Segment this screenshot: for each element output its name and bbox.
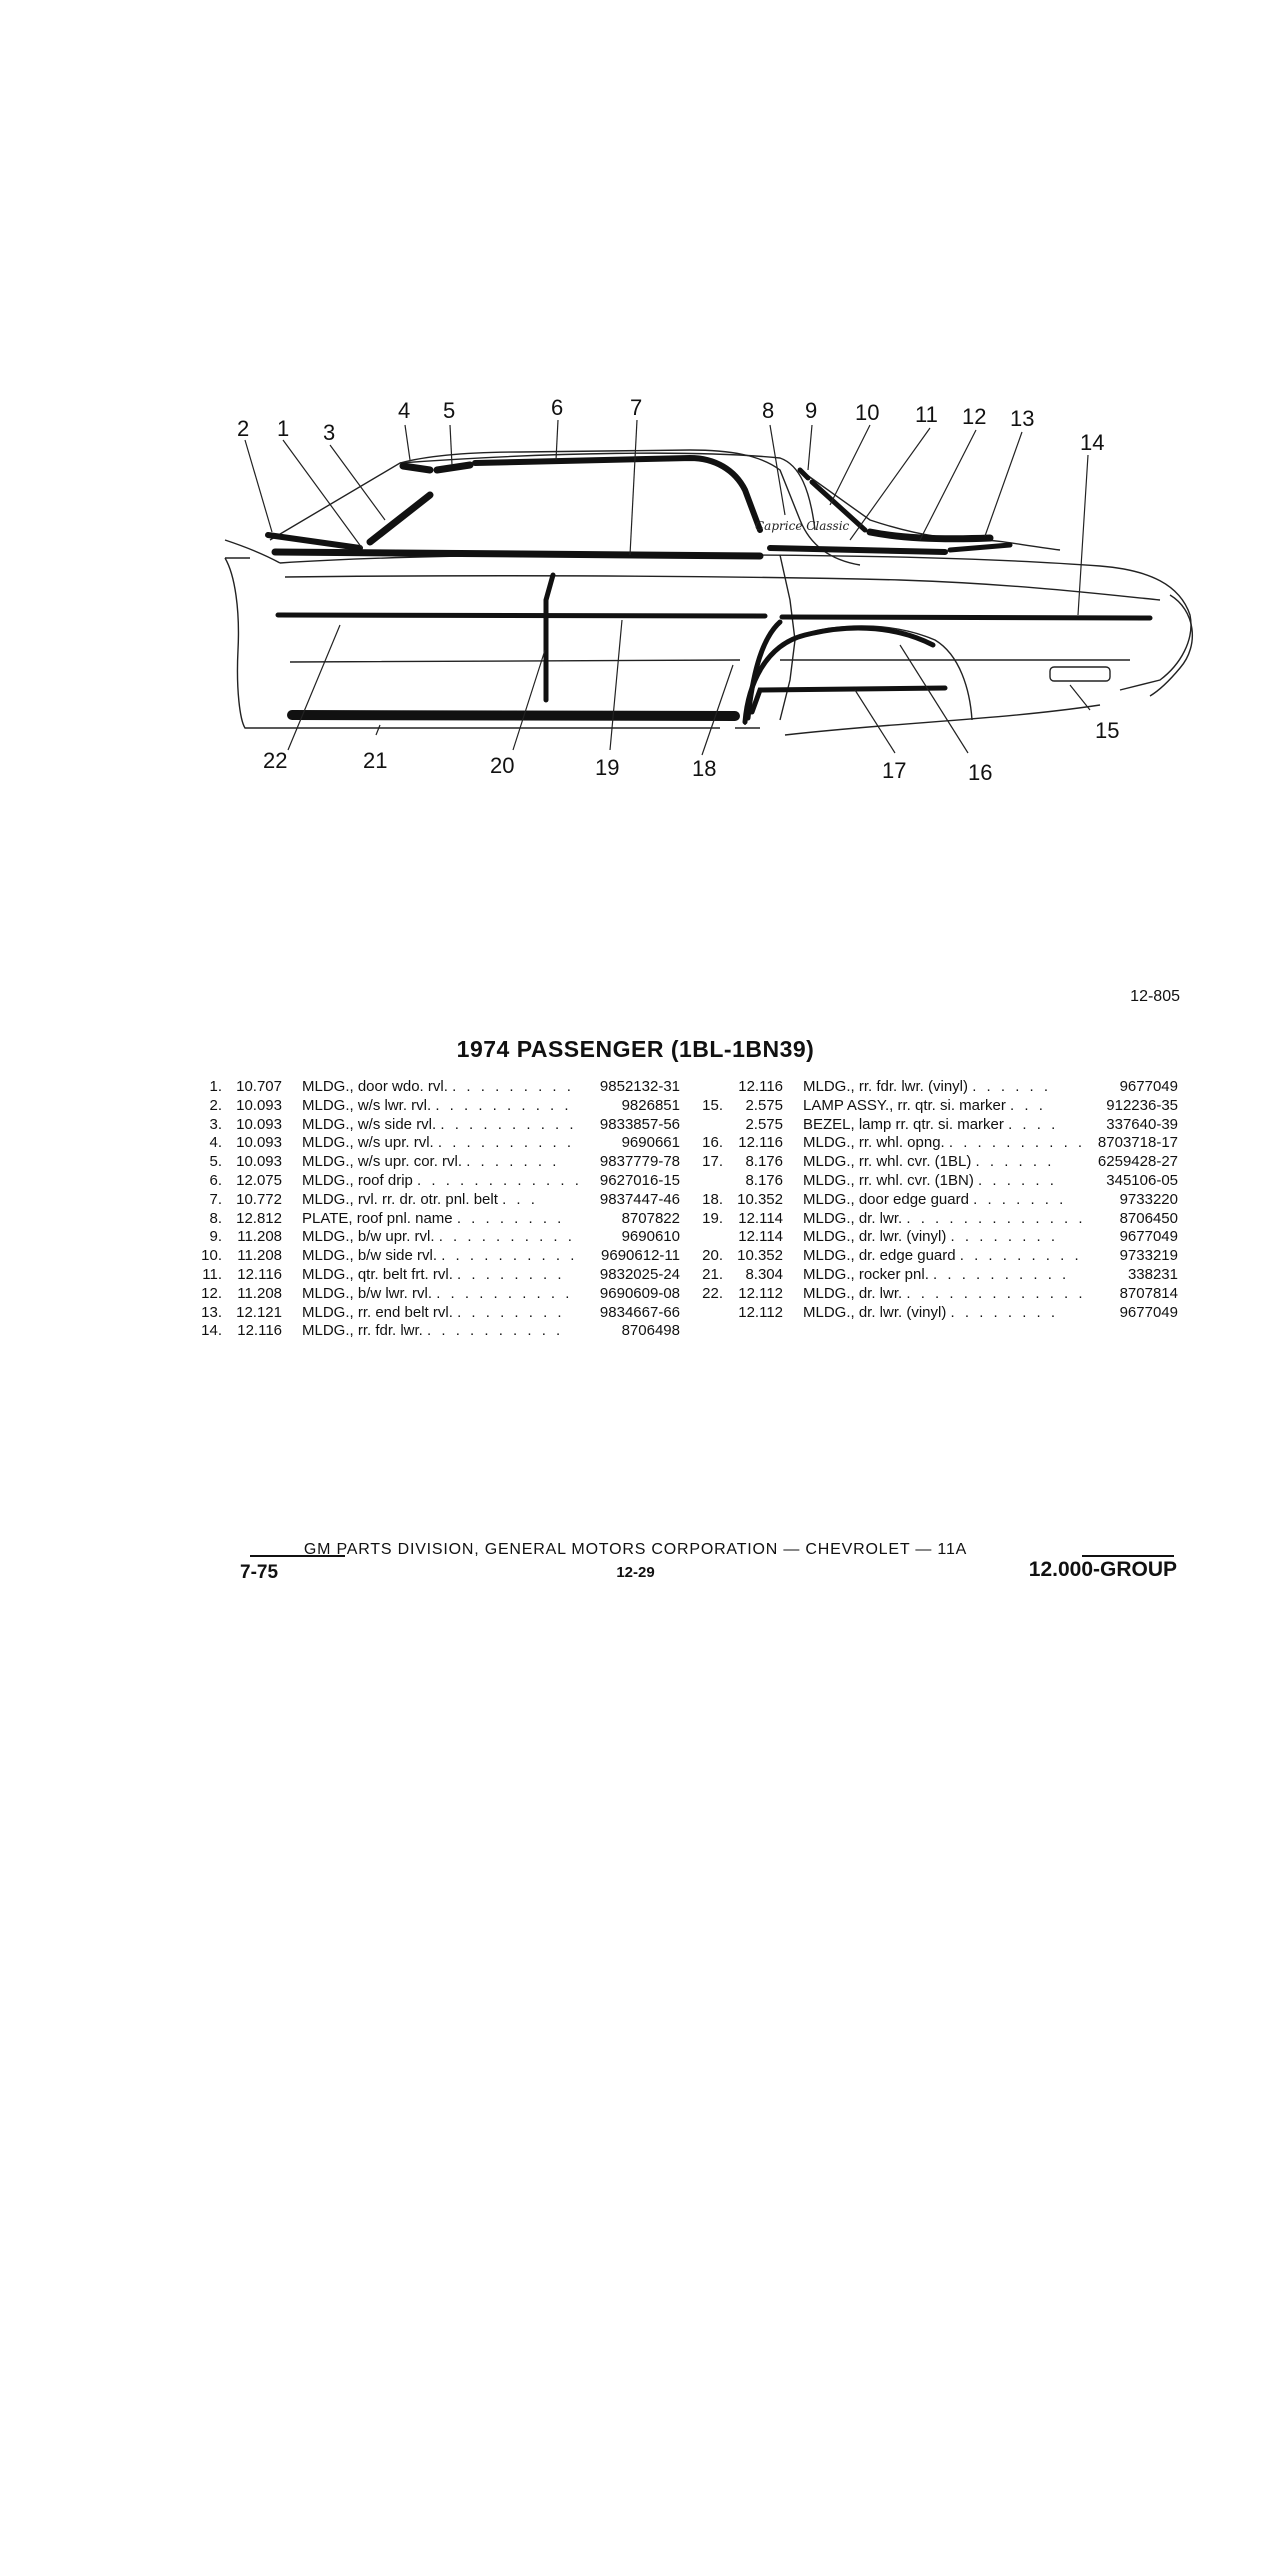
description-text: MLDG., rr. fdr. lwr. (vinyl) [803,1078,969,1095]
description-text: MLDG., dr. lwr. (vinyl) [803,1303,947,1321]
description-text: MLDG., rr. fdr. lwr. [302,1322,423,1340]
part-number: 6259428-27 [1097,1153,1178,1171]
group-number: 11.208 [237,1247,282,1265]
callout-16: 16 [968,760,993,785]
group-number: 8.176 [745,1171,783,1189]
description-text: MLDG., w/s upr. cor. rvl. [302,1153,463,1171]
part-number: 9677049 [1119,1303,1178,1321]
part-description [803,1116,1086,1135]
part-number: 9627016-15 [599,1171,680,1189]
group-number: 12.116 [237,1322,282,1340]
part-number: 337640-39 [1106,1115,1178,1133]
group-number: 12.112 [738,1303,783,1321]
part-description [803,1247,1086,1266]
roof-name-plate: Caprice Classic [755,519,850,533]
callout-3: 3 [323,420,336,445]
callout-5: 5 [443,398,456,423]
parts-row [180,1172,680,1191]
group-number: 8.176 [745,1153,783,1171]
part-description [803,1191,1086,1210]
parts-row [180,1322,680,1341]
item-number: 8. [209,1209,222,1227]
molding-wheel-opening [745,628,933,722]
leader-dots: . . . . . . . . . [959,1247,1082,1265]
part-number: 338231 [1127,1265,1178,1283]
description-text: PLATE, roof pnl. name [302,1209,453,1227]
molding-windshield-side [370,495,430,542]
molding-door-lower [278,615,765,616]
description-text: MLDG., roof drip [302,1171,413,1189]
part-description [803,1266,1086,1285]
group-number: 11.208 [237,1284,282,1302]
parts-row [180,1247,680,1266]
parts-row [180,1116,680,1135]
description-text: BEZEL, lamp rr. qtr. si. marker [803,1115,1004,1133]
description-text: MLDG., rr. whl. cvr. (1BN) [803,1171,974,1189]
part-description [803,1228,1086,1247]
parts-row [693,1247,1178,1266]
group-number: 12.075 [236,1171,282,1189]
group-number: 10.093 [236,1134,282,1152]
callout-15: 15 [1095,718,1120,743]
item-number: 18. [702,1190,723,1208]
leader-dots: . . . . . . [978,1171,1057,1189]
parts-row [693,1153,1178,1172]
leader-dots: . . . . . . . . [950,1228,1059,1246]
leader-dots: . . . . . . [975,1153,1055,1171]
group-number: 2.575 [745,1096,783,1114]
part-number: 8707814 [1119,1284,1178,1302]
part-number: 345106-05 [1106,1171,1178,1189]
item-number: 21. [702,1265,723,1283]
callout-22: 22 [263,748,288,773]
description-text: MLDG., rocker pnl. [803,1265,929,1283]
molding-windshield-lower [268,535,360,548]
part-description [803,1078,1086,1097]
parts-row [180,1285,680,1304]
callout-4: 4 [398,398,411,423]
molding-roof-drip [475,458,760,530]
parts-row [693,1228,1178,1247]
description-text: MLDG., dr. lwr. (vinyl) [803,1228,947,1246]
callout-20: 20 [490,753,515,778]
callout-21: 21 [363,748,388,773]
group-number: 10.707 [236,1078,282,1095]
group-number: 12.121 [236,1303,282,1321]
molding-belt [275,552,760,556]
parts-row [693,1134,1178,1153]
parts-row [693,1266,1178,1285]
item-number: 4. [209,1134,222,1152]
part-number: 8707822 [621,1209,680,1227]
item-number: 13. [201,1303,222,1321]
molding-backwindow-lower [870,532,990,539]
leader-dots: . . . . . . . . . . [933,1265,1070,1283]
description-text: MLDG., door wdo. rvl. [302,1078,448,1095]
item-number: 14. [201,1322,222,1340]
part-description [302,1322,588,1341]
parts-list-right [693,1078,1178,1322]
part-description [803,1304,1086,1323]
leader-dots: . . . . . . . . . . . . . [906,1209,1086,1227]
description-text: MLDG., rr. whl. cvr. (1BL) [803,1153,972,1171]
footer-publisher: GM PARTS DIVISION, GENERAL MOTORS CORPORATION — CHEVROLET — 11A [303,1541,968,1558]
footer-date: 7-75 [240,1562,279,1583]
parts-list-left [180,1078,680,1341]
leader-dots: . . . . . . . . . . [437,1134,575,1152]
molding-qtr-belt [770,548,945,552]
group-number: 12.112 [738,1284,783,1302]
callout-12: 12 [962,404,987,429]
wheel-opening [745,626,972,725]
leader-dots: . . . . . . . . . . [441,1247,578,1265]
parts-row [180,1266,680,1285]
part-number: 9690609-08 [599,1284,680,1302]
callout-18: 18 [692,756,717,781]
item-number: 11. [202,1265,222,1283]
parts-row [693,1097,1178,1116]
callout-10: 10 [855,400,880,425]
group-number: 2.575 [745,1115,783,1133]
callout-6: 6 [551,395,564,420]
description-text: LAMP ASSY., rr. qtr. si. marker [803,1096,1006,1114]
part-description [803,1134,1086,1153]
part-description [302,1153,588,1172]
item-number: 1. [209,1078,222,1095]
group-number: 12.116 [237,1265,282,1283]
part-description [302,1134,588,1153]
body-outline [225,558,720,728]
part-number: 912236-35 [1106,1096,1178,1114]
group-number: 10.352 [737,1247,783,1265]
item-number: 9. [209,1228,222,1246]
part-number: 9733220 [1119,1190,1178,1208]
item-number: 19. [702,1209,723,1227]
leader-dots: . . . . . . . . [950,1303,1059,1321]
parts-row [180,1097,680,1116]
description-text: MLDG., dr. lwr. [803,1209,903,1227]
leader-dots: . . . . . . . . . [452,1078,574,1095]
callout-14: 14 [1080,430,1105,455]
page-title: 1974 PASSENGER (1BL-1BN39) [456,1036,815,1062]
part-number: 9677049 [1119,1078,1178,1095]
group-number: 10.093 [236,1115,282,1133]
part-description [302,1191,588,1210]
description-text: MLDG., dr. lwr. [803,1284,903,1302]
parts-row [693,1078,1178,1097]
group-number: 12.116 [738,1078,783,1095]
part-number: 9837779-78 [599,1153,680,1171]
part-description [302,1304,588,1323]
footer-page-number: 12-29 [616,1564,655,1581]
group-number: 12.812 [236,1209,282,1227]
item-number: 20. [702,1247,723,1265]
part-description [302,1172,588,1191]
group-number: 10.352 [737,1190,783,1208]
leader-dots: . . . . . . . . . . [436,1284,573,1302]
parts-row [693,1304,1178,1323]
group-number: 11.208 [237,1228,282,1246]
parts-row [693,1210,1178,1229]
description-text: MLDG., w/s lwr. rvl. [302,1096,432,1114]
part-description [803,1097,1086,1116]
description-text: MLDG., rr. end belt rvl. [302,1303,453,1321]
parts-row [180,1078,680,1097]
leader-dots: . . . . . . [972,1078,1052,1095]
item-number: 12. [201,1284,222,1302]
part-description [302,1078,588,1097]
parts-row [180,1191,680,1210]
leader-dots: . . . . . . . . . . [438,1228,575,1246]
parts-row [180,1134,680,1153]
part-number: 9837447-46 [599,1190,680,1208]
description-text: MLDG., rr. whl. opng. [803,1134,945,1152]
vehicle-molding-illustration [0,0,1271,980]
body-belt-line [285,576,1160,600]
leader-dots: . . . . [1008,1115,1059,1133]
item-number: 17. [702,1153,723,1171]
part-number: 8706498 [621,1322,680,1340]
group-number: 12.114 [738,1228,783,1246]
item-number: 5. [209,1153,222,1171]
part-description [302,1228,588,1247]
callout-8: 8 [762,398,775,423]
part-description [302,1285,588,1304]
group-number: 10.772 [236,1190,282,1208]
callout-9: 9 [805,398,818,423]
part-description [803,1285,1086,1304]
parts-row [693,1285,1178,1304]
parts-row [693,1116,1178,1135]
leader-dots: . . . . . . . . [457,1303,565,1321]
leader-dots: . . . [1010,1096,1046,1114]
item-number: 16. [702,1134,723,1152]
parts-row [180,1153,680,1172]
parts-row [693,1172,1178,1191]
leader-dots: . . . [502,1190,538,1208]
group-number: 10.093 [236,1153,282,1171]
callout-7: 7 [630,395,643,420]
leader-dots: . . . . . . . . . . [427,1322,564,1340]
footer-group: 12.000-GROUP [1028,1558,1177,1581]
callout-1: 1 [277,416,290,441]
leader-dots: . . . . . . . . . . [440,1115,577,1133]
item-number: 3. [209,1115,222,1133]
molding-windshield-corner [437,465,470,470]
leader-dots: . . . . . . . . . . [948,1134,1086,1152]
description-text: MLDG., dr. edge guard [803,1247,956,1265]
callout-13: 13 [1010,406,1035,431]
leader-dots: . . . . . . . . . . . . [417,1171,582,1189]
item-number: 7. [209,1190,222,1208]
part-description [302,1210,588,1229]
molding-rear-fender-lower [782,617,1150,618]
item-number: 15. [702,1096,723,1114]
description-text: MLDG., w/s side rvl. [302,1115,437,1133]
part-number: 9733219 [1119,1247,1178,1265]
description-text: MLDG., b/w side rvl. [302,1247,438,1265]
part-description [803,1210,1086,1229]
callout-17: 17 [882,758,907,783]
parts-row [180,1304,680,1323]
leader-dots: . . . . . . . [466,1153,560,1171]
body-upper-line [280,554,1191,690]
parts-row [693,1191,1178,1210]
marker-lamp [1050,667,1110,681]
molding-rocker [292,715,735,716]
part-number: 9690610 [621,1228,680,1246]
group-number: 10.093 [236,1096,282,1114]
description-text: MLDG., door edge guard [803,1190,969,1208]
description-text: MLDG., w/s upr. rvl. [302,1134,434,1152]
lower-body [735,705,1100,735]
figure-number: 12-805 [1130,988,1180,1005]
leader-dots: . . . . . . . . [457,1265,565,1283]
description-text: MLDG., b/w lwr. rvl. [302,1284,433,1302]
leader-dots: . . . . . . . . . . . . . [906,1284,1086,1302]
item-number: 22. [702,1284,723,1302]
part-number: 9832025-24 [599,1265,680,1283]
part-number: 9677049 [1119,1228,1178,1246]
group-number: 12.114 [738,1209,783,1227]
item-number: 6. [209,1171,222,1189]
description-text: MLDG., b/w upr. rvl. [302,1228,435,1246]
parts-row [180,1210,680,1229]
part-description [302,1116,588,1135]
callout-19: 19 [595,755,620,780]
description-text: MLDG., rvl. rr. dr. otr. pnl. belt [302,1190,498,1208]
part-number: 8703718-17 [1097,1134,1178,1152]
callout-2: 2 [237,416,250,441]
part-number: 9826851 [621,1096,680,1114]
group-number: 8.304 [745,1265,783,1283]
item-number: 2. [209,1096,222,1114]
callout-11: 11 [915,402,938,427]
molding-rear-end-belt [950,545,1010,550]
part-number: 8706450 [1119,1209,1178,1227]
part-description [302,1097,588,1116]
part-number: 9690612-11 [601,1247,680,1265]
part-description [302,1247,588,1266]
leader-dots: . . . . . . . . [456,1209,565,1227]
part-description [803,1153,1086,1172]
item-number: 10. [201,1247,222,1265]
description-text: MLDG., qtr. belt frt. rvl. [302,1265,453,1283]
molding-door-edge [546,575,553,700]
molding-wheel-cover [752,688,945,712]
leader-dots: . . . . . . . . . . [435,1096,572,1114]
part-number: 9852132-31 [599,1078,680,1095]
body-lower-line [290,660,1130,662]
part-description [803,1172,1086,1191]
part-number: 9690661 [621,1134,680,1152]
parts-row [180,1228,680,1247]
molding-windshield-upper [403,466,430,470]
part-description [302,1266,588,1285]
part-number: 9833857-56 [599,1115,680,1133]
group-number: 12.116 [738,1134,783,1152]
leader-dots: . . . . . . . [973,1190,1067,1208]
part-number: 9834667-66 [599,1303,680,1321]
